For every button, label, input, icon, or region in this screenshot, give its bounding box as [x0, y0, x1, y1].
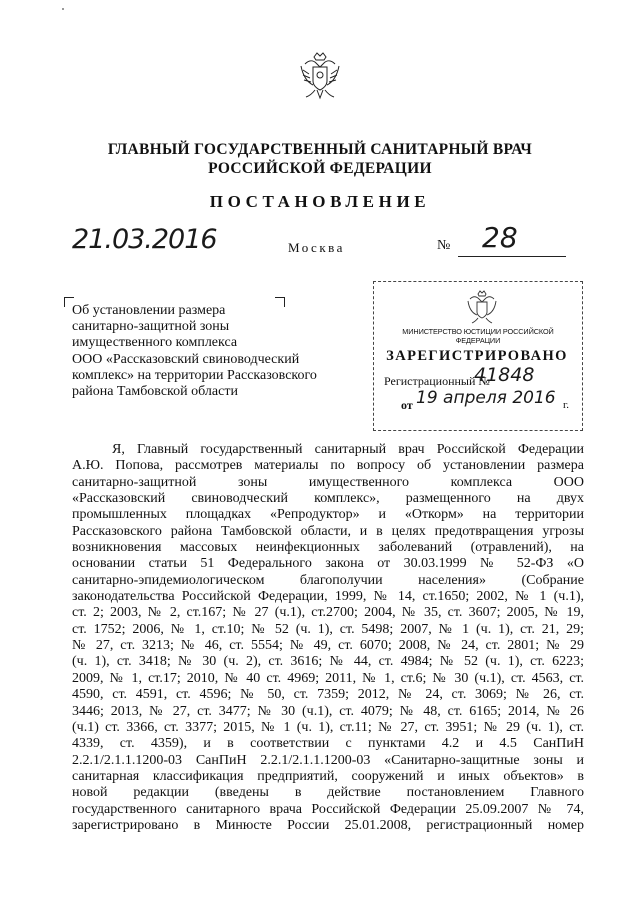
document-body [72, 442, 584, 834]
number-sign: № [437, 238, 451, 253]
body-line: ст. 1752; 2006, № 1, ст.10; № 52 (ч. 1), ст. 5498; 2007, № 1 (ч. 1), ст. 21, 29; [72, 621, 584, 637]
stamp-from-label: от [401, 398, 413, 412]
body-line: А.Ю. Попова, рассмотрев материалы по вопросу об установлении размера [72, 458, 584, 474]
number-underline [458, 256, 566, 257]
document-city: Москва [288, 240, 345, 255]
issuer-title: ГЛАВНЫЙ ГОСУДАРСТВЕННЫЙ САНИТАРНЫЙ ВРАЧ [107, 141, 533, 158]
body-line: возникновения массовых неинфекционных заболеваний (отравлений), на [72, 540, 584, 556]
body-line: санитарно-эпидемиологическом благополучии населения» (Собрание [72, 572, 584, 588]
body-line: новой редакции (введены в действие постановлением Главного [72, 785, 584, 801]
body-line: 2009, № 1, ст.17; 2010, № 40 ст. 4969; 2011, № 1, ст.6; № 30 (ч.1), ст. 4563, ст. [72, 670, 584, 686]
body-line: 2.2.1/2.1.1.1200-03 СанПиН 2.2.1/2.1.1.1200-03 «Санитарно-защитные зоны и [72, 752, 584, 768]
stamp-registered: ЗАРЕГИСТРИРОВАНО [386, 348, 568, 364]
scan-speck [62, 8, 64, 10]
document-date: 21.03.2016 [72, 224, 217, 255]
subject-line: комплекс» на территории Рассказовского [72, 367, 317, 383]
subject-line: ООО «Рассказовский свиноводческий [72, 351, 300, 367]
body-line: законодательства Российской Федерации, 1999, № 14, ст.1650; 2002, № 1 (ч.1), [72, 589, 584, 605]
body-line: Я, Главный государственный санитарный врач Российской Федерации [112, 442, 584, 457]
body-line: 3446; 2013, № 27, ст. 3477; № 30 (ч.1), ст. 4079; № 48, ст. 6165; 2014, № 26 [72, 703, 584, 719]
document-subject [72, 303, 342, 400]
stamp-year-suffix: г. [563, 399, 570, 411]
body-line: государственного санитарного врача Российской Федерации 25.09.2007 № 74, [72, 801, 584, 817]
coat-of-arms-icon [297, 50, 343, 102]
stamp-coat-of-arms-icon [465, 289, 499, 325]
stamp-ministry: МИНИСТЕРСТВО ЮСТИЦИИ РОССИЙСКОЙ ФЕДЕРАЦИИ [402, 327, 554, 345]
document-number: 28 [482, 221, 518, 254]
body-line: 4339, ст. 4359), и в соответствии с пунктами 4.2 и 4.5 СанПиН [72, 736, 584, 752]
subject-line: района Тамбовской области [72, 384, 238, 400]
document-type: ПОСТАНОВЛЕНИЕ [209, 192, 431, 211]
body-line: «Рассказовский свиноводческий комплекс», размещенного на двух [72, 491, 584, 507]
body-line: промышленных площадках «Репродуктор» и «Откорм» на территории [72, 507, 584, 523]
subject-line: санитарно-защитной зоны [72, 319, 230, 335]
stamp-reg-number: 41848 [474, 364, 535, 386]
body-line: санитарно-защитной зоны имущественного комплекса ООО [72, 474, 584, 490]
body-line: основании статьи 51 Федерального закона от 30.03.1999 № 52-ФЗ «О [72, 556, 584, 572]
body-line: (ч. 1), ст. 3418; № 30 (ч. 2), ст. 3616; № 44, ст. 4984; № 52 (ч. 1), ст. 6223; [72, 654, 584, 670]
body-line: 4590, ст. 4591, ст. 4596; № 50, ст. 7359; 2012, № 24, ст. 3069; № 26, ст. [72, 687, 584, 703]
body-line: санитарная классификация предприятий, сооружений и иных объектов» в [72, 768, 584, 784]
stamp-reg-label: Регистрационный № [384, 374, 490, 388]
body-line: зарегистрировано в Минюсте России 25.01.2008, регистрационный номер [72, 817, 584, 833]
issuer-title-country: РОССИЙСКОЙ ФЕДЕРАЦИИ [208, 160, 432, 177]
subject-line: Об установлении размера [72, 303, 226, 318]
body-line: (ч.1) ст. 3366, ст. 3377; 2015, № 1 (ч. 1), ст.11; № 27, ст. 3951; № 29 (ч. 1), ст. [72, 719, 584, 735]
body-line: № 27, ст. 3213; № 46, ст. 5554; № 49, ст. 6070; 2008, № 24, ст. 2801; № 29 [72, 638, 584, 654]
body-line: Рассказовского района Тамбовской области, и в целях предотвращения угрозы [72, 523, 584, 539]
subject-line: имущественного комплекса [72, 335, 238, 351]
body-line: ст. 2; 2003, № 2, ст.167; № 27 (ч.1), ст.2700; 2004, № 35, ст. 3607; 2005, № 19, [72, 605, 584, 621]
stamp-reg-date: 19 апреля 2016 [416, 388, 556, 408]
